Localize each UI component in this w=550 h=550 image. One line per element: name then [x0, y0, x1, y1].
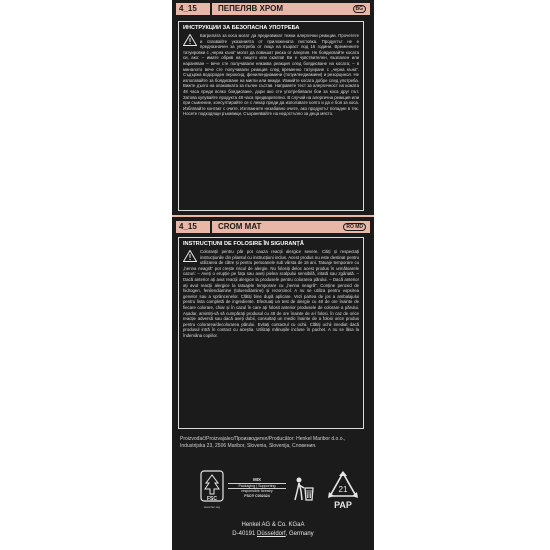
recycling-icon [326, 470, 360, 514]
section1-title: ИНСТРУКЦИИ ЗА БЕЗОПАСНА УПОТРЕБА [183, 25, 300, 31]
tidyman-icon [292, 476, 316, 504]
section2-name-text: CROM MAT [218, 222, 262, 231]
fsc-code: FSC® C002324 [244, 493, 270, 498]
company-line1: Henkel AG & Co. KGaA [241, 522, 305, 528]
fsc-line1: Packaging | Supporting [228, 483, 286, 490]
section1-name-text: ПЕПЕЛЯВ ХРОМ [218, 4, 283, 13]
company-line2 [172, 530, 374, 539]
company-line2-city: Düsseldorf [256, 531, 286, 537]
manufacturer-info: Proizvođač/Proizvajalec/Производител/Producător: Henkel Maribor d.o.o., Industrijska 23, 2506 Maribor, Slovenia, Slovenija, Словения. [180, 436, 346, 449]
section2-code: 4_15 [176, 221, 210, 233]
section2-title: INSTRUCȚIUNI DE FOLOSIRE ÎN SIGURANȚĂ [183, 241, 304, 247]
product-label-panel [172, 0, 374, 550]
symbols-row [180, 470, 366, 522]
warning-triangle-icon [183, 34, 197, 46]
fsc-mix: MIX [253, 477, 261, 482]
company-line2-prefix: D-40191 [232, 531, 257, 537]
section1-header [176, 3, 370, 15]
company-line2-suffix: , Germany [285, 531, 314, 537]
fsc-line2: responsible forestry [241, 489, 273, 494]
fsc-logo-icon [200, 470, 224, 510]
fsc-logo-text: FSC [207, 496, 217, 502]
section1-text: Багрилата за коса могат да предизвикат тежки алергични реакции. Прочетете и спазвайте указанията от приложената листовка. Продуктът не е предназначен за употреба от лица на възраст под 16 години. Временните татуировки с „черна къна“ могат да повишат риска от алергия. Не боядисвайте косата си, ако: – имате обрив на лицето или скалпа! Ви е чувствителен, възпален или нараняван – вече сте получавали някаква реакция след боядисване на косата; – в миналото вече сте получавали реакция след временно татуиране с „черна къна“. Съдържа водороден пероксид, фенилендиамини (толуилендиамини) и резорцинол. Не използвайте за боядисване на мигли или вежди. Измийте косата добре след употреба. Вижте дълго на опаковката за пълен състав. Направете тест за алергичност на кожата 48 часа преди всяко боядисване, дори ако сте употребявали бои за коса друг път. Затова купувайте продукта 48 часа предварително. В случай на алергична реакция или при съмнение, консултирайте се с лекар преди да използвате която и да е боя за коса. Избягвайте контакт с очите. Изплакнете незабавно очите, ако продуктът попадне в тях. Носете подходящи ръкавици. Съхранявайте на недостъпно за деца място. [183, 33, 359, 117]
warning-triangle-icon [183, 250, 197, 262]
section-divider [172, 215, 374, 217]
section2-language-badge: RO MD [343, 223, 366, 231]
section2-text: Coloranții pentru păr pot cauza reacții alergice severe. Citiți și respectați instrucțiunile din pliantul cu instrucțiuni inclus. Acest produs nu este destinat pentru utilizarea de către și pentru persoanele sub vârsta de 16 ani. Tatuaje temporare cu „henna neagră“ pot crește riscul de alergie. Nu folosiți deloc acest produs în următoarele cazuri: – Aveți o erupție pe fața sau aveți pielea scalpului sensibilă, iritată sau zgâriată. – Dacă anterior ați avut reacții alergice la produsele pentru colorarea părului. – Dacă anterior ați avut reacții alergice la tatuajele temporare cu „henna neagră“. Conține peroxid de hidrogen, fenilendiamine (toluendiamine) și rezorcinol. A nu se utiliza pentru vopsirea genelor sau a sprâncenelor. Clătiți bine după aplicare. Vezi partea de jos a ambalajului pentru lista completă de ingrediente. Efectuați un test de alergie cu 48 de ore înainte de fiecare colorare, chiar și în cazul în care ați folosit anterior produsele de colorare a părului. Așadar, amintiți-vă să cumpărați produsul cu 48 de ore înainte de a-l folosi. În caz de orice reacție adversă sau dacă aveți dubii, consultați un medic înainte de a folosi orice produs pentru colorarea/decolorarea părului. Evitați contactul cu ochii. Clătiți ochii imediat dacă produsul intră în contact cu aceștia. Utilizați mănușile incluse în pachet. A nu se lăsa la îndemâna copiilor. [183, 249, 359, 338]
recycling-number: 21 [338, 485, 348, 494]
recycling-code: PAP [334, 500, 352, 510]
section1-name [212, 3, 370, 15]
fsc-label [228, 478, 286, 498]
section1-language-badge: BG [353, 5, 367, 13]
section1-instructions-box [178, 21, 364, 211]
section2-instructions-box [178, 237, 364, 429]
section2-header [176, 221, 370, 233]
section1-code: 4_15 [176, 3, 210, 15]
section2-name [212, 221, 370, 233]
fsc-url: www.fsc.org [203, 505, 221, 509]
company-address [172, 521, 374, 539]
